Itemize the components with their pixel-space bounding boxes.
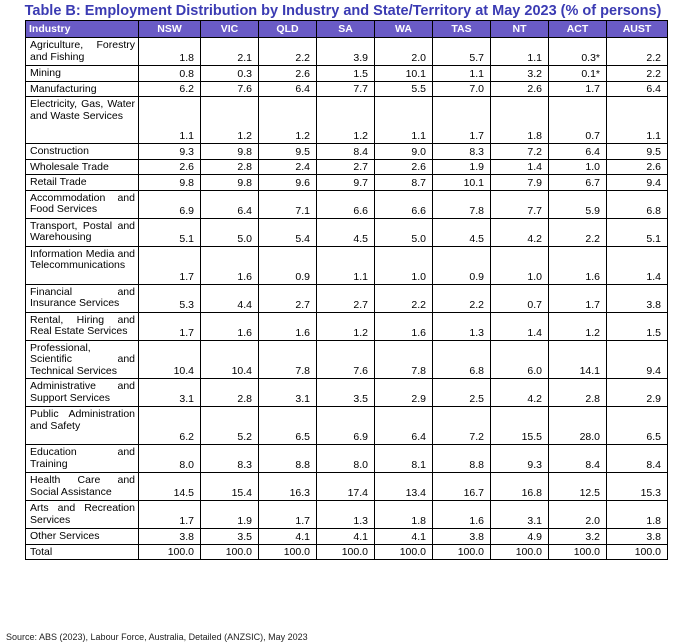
value-cell-act: 1.0	[549, 159, 607, 175]
value-cell-sa: 1.5	[317, 66, 375, 82]
table-row	[26, 66, 668, 82]
value-cell-qld: 16.3	[259, 473, 317, 501]
value-cell-nsw: 100.0	[139, 544, 201, 560]
value-cell-tas: 5.7	[433, 38, 491, 66]
value-cell-aust: 100.0	[607, 544, 668, 560]
value-cell-aust: 9.4	[607, 340, 668, 379]
value-cell-wa: 2.6	[375, 159, 433, 175]
industry-cell: Retail Trade	[26, 175, 139, 191]
value-cell-tas: 1.9	[433, 159, 491, 175]
value-cell-act: 1.2	[549, 312, 607, 340]
value-cell-vic: 2.8	[201, 379, 259, 407]
table-row	[26, 190, 668, 218]
value-cell-nt: 2.6	[491, 81, 549, 97]
value-cell-nsw: 6.9	[139, 190, 201, 218]
table-row	[26, 81, 668, 97]
industry-cell: Electricity, Gas, Water and Waste Services	[26, 97, 139, 144]
value-cell-tas: 8.3	[433, 144, 491, 160]
table-row	[26, 38, 668, 66]
value-cell-qld: 2.4	[259, 159, 317, 175]
industry-cell: Accommodation and Food Services	[26, 190, 139, 218]
value-cell-aust: 6.5	[607, 407, 668, 445]
value-cell-nsw: 9.3	[139, 144, 201, 160]
column-header-industry: Industry	[26, 21, 139, 38]
value-cell-act: 14.1	[549, 340, 607, 379]
industry-cell: Information Media and Telecommunications	[26, 246, 139, 284]
footnote: Source: ABS (2023), Labour Force, Australia, Detailed (ANZSIC), May 2023	[6, 632, 308, 642]
value-cell-nt: 6.0	[491, 340, 549, 379]
table-row	[26, 445, 668, 473]
value-cell-act: 0.7	[549, 97, 607, 144]
value-cell-nt: 3.1	[491, 501, 549, 529]
value-cell-tas: 2.2	[433, 284, 491, 312]
value-cell-tas: 7.8	[433, 190, 491, 218]
value-cell-nt: 9.3	[491, 445, 549, 473]
industry-cell: Mining	[26, 66, 139, 82]
column-header-nsw: NSW	[139, 21, 201, 38]
value-cell-tas: 10.1	[433, 175, 491, 191]
value-cell-tas: 7.0	[433, 81, 491, 97]
value-cell-vic: 0.3	[201, 66, 259, 82]
value-cell-aust: 2.9	[607, 379, 668, 407]
industry-cell: Manufacturing	[26, 81, 139, 97]
value-cell-sa: 3.5	[317, 379, 375, 407]
value-cell-vic: 10.4	[201, 340, 259, 379]
value-cell-wa: 1.8	[375, 501, 433, 529]
value-cell-aust: 2.2	[607, 38, 668, 66]
table-row	[26, 246, 668, 284]
value-cell-vic: 1.6	[201, 312, 259, 340]
value-cell-tas: 7.2	[433, 407, 491, 445]
value-cell-act: 100.0	[549, 544, 607, 560]
value-cell-vic: 1.2	[201, 97, 259, 144]
value-cell-aust: 2.2	[607, 66, 668, 82]
value-cell-nt: 7.9	[491, 175, 549, 191]
value-cell-aust: 1.1	[607, 97, 668, 144]
industry-cell: Construction	[26, 144, 139, 160]
value-cell-wa: 100.0	[375, 544, 433, 560]
value-cell-nsw: 6.2	[139, 81, 201, 97]
industry-cell: Wholesale Trade	[26, 159, 139, 175]
column-header-act: ACT	[549, 21, 607, 38]
value-cell-qld: 8.8	[259, 445, 317, 473]
industry-cell: Arts and Recreation Services	[26, 501, 139, 529]
value-cell-tas: 100.0	[433, 544, 491, 560]
value-cell-nt: 7.7	[491, 190, 549, 218]
value-cell-tas: 1.7	[433, 97, 491, 144]
value-cell-qld: 1.2	[259, 97, 317, 144]
value-cell-vic: 6.4	[201, 190, 259, 218]
value-cell-nsw: 1.7	[139, 312, 201, 340]
value-cell-qld: 2.7	[259, 284, 317, 312]
value-cell-nsw: 1.7	[139, 246, 201, 284]
value-cell-tas: 3.8	[433, 529, 491, 545]
value-cell-sa: 4.1	[317, 529, 375, 545]
value-cell-sa: 6.9	[317, 407, 375, 445]
value-cell-qld: 0.9	[259, 246, 317, 284]
value-cell-nsw: 5.3	[139, 284, 201, 312]
value-cell-nt: 7.2	[491, 144, 549, 160]
table-row	[26, 544, 668, 560]
value-cell-tas: 6.8	[433, 340, 491, 379]
value-cell-wa: 1.6	[375, 312, 433, 340]
value-cell-wa: 2.0	[375, 38, 433, 66]
value-cell-aust: 9.5	[607, 144, 668, 160]
value-cell-nsw: 5.1	[139, 218, 201, 246]
value-cell-nt: 1.1	[491, 38, 549, 66]
value-cell-nsw: 2.6	[139, 159, 201, 175]
value-cell-sa: 2.7	[317, 159, 375, 175]
value-cell-qld: 100.0	[259, 544, 317, 560]
value-cell-nt: 0.7	[491, 284, 549, 312]
value-cell-qld: 7.1	[259, 190, 317, 218]
table-row	[26, 159, 668, 175]
value-cell-sa: 17.4	[317, 473, 375, 501]
value-cell-act: 0.1*	[549, 66, 607, 82]
industry-cell: Financial and Insurance Services	[26, 284, 139, 312]
value-cell-nt: 4.2	[491, 379, 549, 407]
industry-cell: Health Care and Social Assistance	[26, 473, 139, 501]
value-cell-nsw: 10.4	[139, 340, 201, 379]
table-row	[26, 407, 668, 445]
value-cell-qld: 3.1	[259, 379, 317, 407]
column-header-wa: WA	[375, 21, 433, 38]
value-cell-aust: 2.6	[607, 159, 668, 175]
value-cell-wa: 9.0	[375, 144, 433, 160]
value-cell-qld: 6.5	[259, 407, 317, 445]
column-header-qld: QLD	[259, 21, 317, 38]
value-cell-wa: 4.1	[375, 529, 433, 545]
value-cell-tas: 4.5	[433, 218, 491, 246]
value-cell-aust: 6.8	[607, 190, 668, 218]
value-cell-act: 2.2	[549, 218, 607, 246]
value-cell-nsw: 0.8	[139, 66, 201, 82]
value-cell-sa: 8.4	[317, 144, 375, 160]
value-cell-nt: 1.4	[491, 312, 549, 340]
value-cell-qld: 6.4	[259, 81, 317, 97]
value-cell-aust: 3.8	[607, 284, 668, 312]
value-cell-tas: 1.3	[433, 312, 491, 340]
value-cell-nsw: 8.0	[139, 445, 201, 473]
value-cell-sa: 1.3	[317, 501, 375, 529]
value-cell-qld: 5.4	[259, 218, 317, 246]
value-cell-vic: 8.3	[201, 445, 259, 473]
value-cell-wa: 2.2	[375, 284, 433, 312]
value-cell-nsw: 3.1	[139, 379, 201, 407]
value-cell-tas: 1.1	[433, 66, 491, 82]
table-row	[26, 529, 668, 545]
table-row	[26, 144, 668, 160]
table-title: Table B: Employment Distribution by Industry and State/Territory at May 2023 (% of persons)	[24, 3, 662, 19]
column-header-vic: VIC	[201, 21, 259, 38]
value-cell-nsw: 14.5	[139, 473, 201, 501]
value-cell-act: 1.6	[549, 246, 607, 284]
value-cell-aust: 9.4	[607, 175, 668, 191]
value-cell-aust: 15.3	[607, 473, 668, 501]
column-header-tas: TAS	[433, 21, 491, 38]
table-row	[26, 473, 668, 501]
value-cell-nt: 1.4	[491, 159, 549, 175]
column-header-aust: AUST	[607, 21, 668, 38]
value-cell-act: 1.7	[549, 81, 607, 97]
table-row	[26, 501, 668, 529]
value-cell-nt: 1.0	[491, 246, 549, 284]
value-cell-act: 2.0	[549, 501, 607, 529]
value-cell-aust: 5.1	[607, 218, 668, 246]
value-cell-tas: 0.9	[433, 246, 491, 284]
value-cell-wa: 8.1	[375, 445, 433, 473]
value-cell-aust: 6.4	[607, 81, 668, 97]
value-cell-nt: 4.2	[491, 218, 549, 246]
value-cell-wa: 5.0	[375, 218, 433, 246]
value-cell-nt: 15.5	[491, 407, 549, 445]
value-cell-wa: 1.1	[375, 97, 433, 144]
value-cell-act: 12.5	[549, 473, 607, 501]
employment-table	[25, 20, 668, 560]
value-cell-aust: 1.4	[607, 246, 668, 284]
value-cell-vic: 3.5	[201, 529, 259, 545]
value-cell-nt: 100.0	[491, 544, 549, 560]
column-header-sa: SA	[317, 21, 375, 38]
value-cell-vic: 2.1	[201, 38, 259, 66]
value-cell-vic: 5.2	[201, 407, 259, 445]
table-body	[26, 38, 668, 560]
industry-cell: Transport, Postal and Warehousing	[26, 218, 139, 246]
value-cell-vic: 1.6	[201, 246, 259, 284]
industry-cell: Public Administration and Safety	[26, 407, 139, 445]
table-row	[26, 175, 668, 191]
value-cell-wa: 6.4	[375, 407, 433, 445]
value-cell-sa: 8.0	[317, 445, 375, 473]
value-cell-tas: 8.8	[433, 445, 491, 473]
industry-cell: Professional, Scientific and Technical Services	[26, 340, 139, 379]
value-cell-sa: 3.9	[317, 38, 375, 66]
value-cell-qld: 2.2	[259, 38, 317, 66]
table-row	[26, 379, 668, 407]
value-cell-aust: 1.8	[607, 501, 668, 529]
value-cell-wa: 8.7	[375, 175, 433, 191]
value-cell-vic: 1.9	[201, 501, 259, 529]
value-cell-vic: 2.8	[201, 159, 259, 175]
value-cell-nt: 4.9	[491, 529, 549, 545]
value-cell-sa: 1.2	[317, 312, 375, 340]
value-cell-act: 8.4	[549, 445, 607, 473]
value-cell-aust: 3.8	[607, 529, 668, 545]
industry-cell: Agriculture, Forestry and Fishing	[26, 38, 139, 66]
value-cell-nsw: 6.2	[139, 407, 201, 445]
value-cell-wa: 10.1	[375, 66, 433, 82]
value-cell-wa: 5.5	[375, 81, 433, 97]
column-header-nt: NT	[491, 21, 549, 38]
value-cell-qld: 2.6	[259, 66, 317, 82]
value-cell-sa: 2.7	[317, 284, 375, 312]
value-cell-qld: 7.8	[259, 340, 317, 379]
value-cell-sa: 7.7	[317, 81, 375, 97]
industry-cell: Administrative and Support Services	[26, 379, 139, 407]
value-cell-wa: 2.9	[375, 379, 433, 407]
value-cell-qld: 9.5	[259, 144, 317, 160]
table-row	[26, 97, 668, 144]
industry-cell: Total	[26, 544, 139, 560]
value-cell-nt: 16.8	[491, 473, 549, 501]
table-row	[26, 218, 668, 246]
value-cell-vic: 9.8	[201, 175, 259, 191]
value-cell-sa: 1.2	[317, 97, 375, 144]
value-cell-vic: 15.4	[201, 473, 259, 501]
value-cell-nsw: 1.1	[139, 97, 201, 144]
value-cell-wa: 6.6	[375, 190, 433, 218]
value-cell-wa: 13.4	[375, 473, 433, 501]
value-cell-aust: 8.4	[607, 445, 668, 473]
value-cell-qld: 1.6	[259, 312, 317, 340]
value-cell-qld: 9.6	[259, 175, 317, 191]
value-cell-nsw: 3.8	[139, 529, 201, 545]
value-cell-sa: 100.0	[317, 544, 375, 560]
value-cell-wa: 7.8	[375, 340, 433, 379]
value-cell-vic: 5.0	[201, 218, 259, 246]
table-row	[26, 312, 668, 340]
industry-cell: Education and Training	[26, 445, 139, 473]
value-cell-act: 3.2	[549, 529, 607, 545]
value-cell-qld: 1.7	[259, 501, 317, 529]
value-cell-nsw: 1.7	[139, 501, 201, 529]
value-cell-tas: 2.5	[433, 379, 491, 407]
value-cell-wa: 1.0	[375, 246, 433, 284]
value-cell-nsw: 1.8	[139, 38, 201, 66]
value-cell-act: 28.0	[549, 407, 607, 445]
value-cell-act: 6.4	[549, 144, 607, 160]
value-cell-sa: 6.6	[317, 190, 375, 218]
value-cell-sa: 9.7	[317, 175, 375, 191]
value-cell-sa: 4.5	[317, 218, 375, 246]
value-cell-nt: 1.8	[491, 97, 549, 144]
value-cell-tas: 16.7	[433, 473, 491, 501]
table-row	[26, 340, 668, 379]
value-cell-sa: 7.6	[317, 340, 375, 379]
value-cell-tas: 1.6	[433, 501, 491, 529]
industry-cell: Other Services	[26, 529, 139, 545]
value-cell-act: 0.3*	[549, 38, 607, 66]
value-cell-nsw: 9.8	[139, 175, 201, 191]
value-cell-act: 6.7	[549, 175, 607, 191]
value-cell-vic: 100.0	[201, 544, 259, 560]
value-cell-act: 5.9	[549, 190, 607, 218]
value-cell-vic: 9.8	[201, 144, 259, 160]
value-cell-qld: 4.1	[259, 529, 317, 545]
value-cell-nt: 3.2	[491, 66, 549, 82]
value-cell-act: 2.8	[549, 379, 607, 407]
value-cell-aust: 1.5	[607, 312, 668, 340]
value-cell-vic: 4.4	[201, 284, 259, 312]
value-cell-act: 1.7	[549, 284, 607, 312]
value-cell-sa: 1.1	[317, 246, 375, 284]
value-cell-vic: 7.6	[201, 81, 259, 97]
table-row	[26, 284, 668, 312]
header-row	[26, 21, 668, 38]
industry-cell: Rental, Hiring and Real Estate Services	[26, 312, 139, 340]
